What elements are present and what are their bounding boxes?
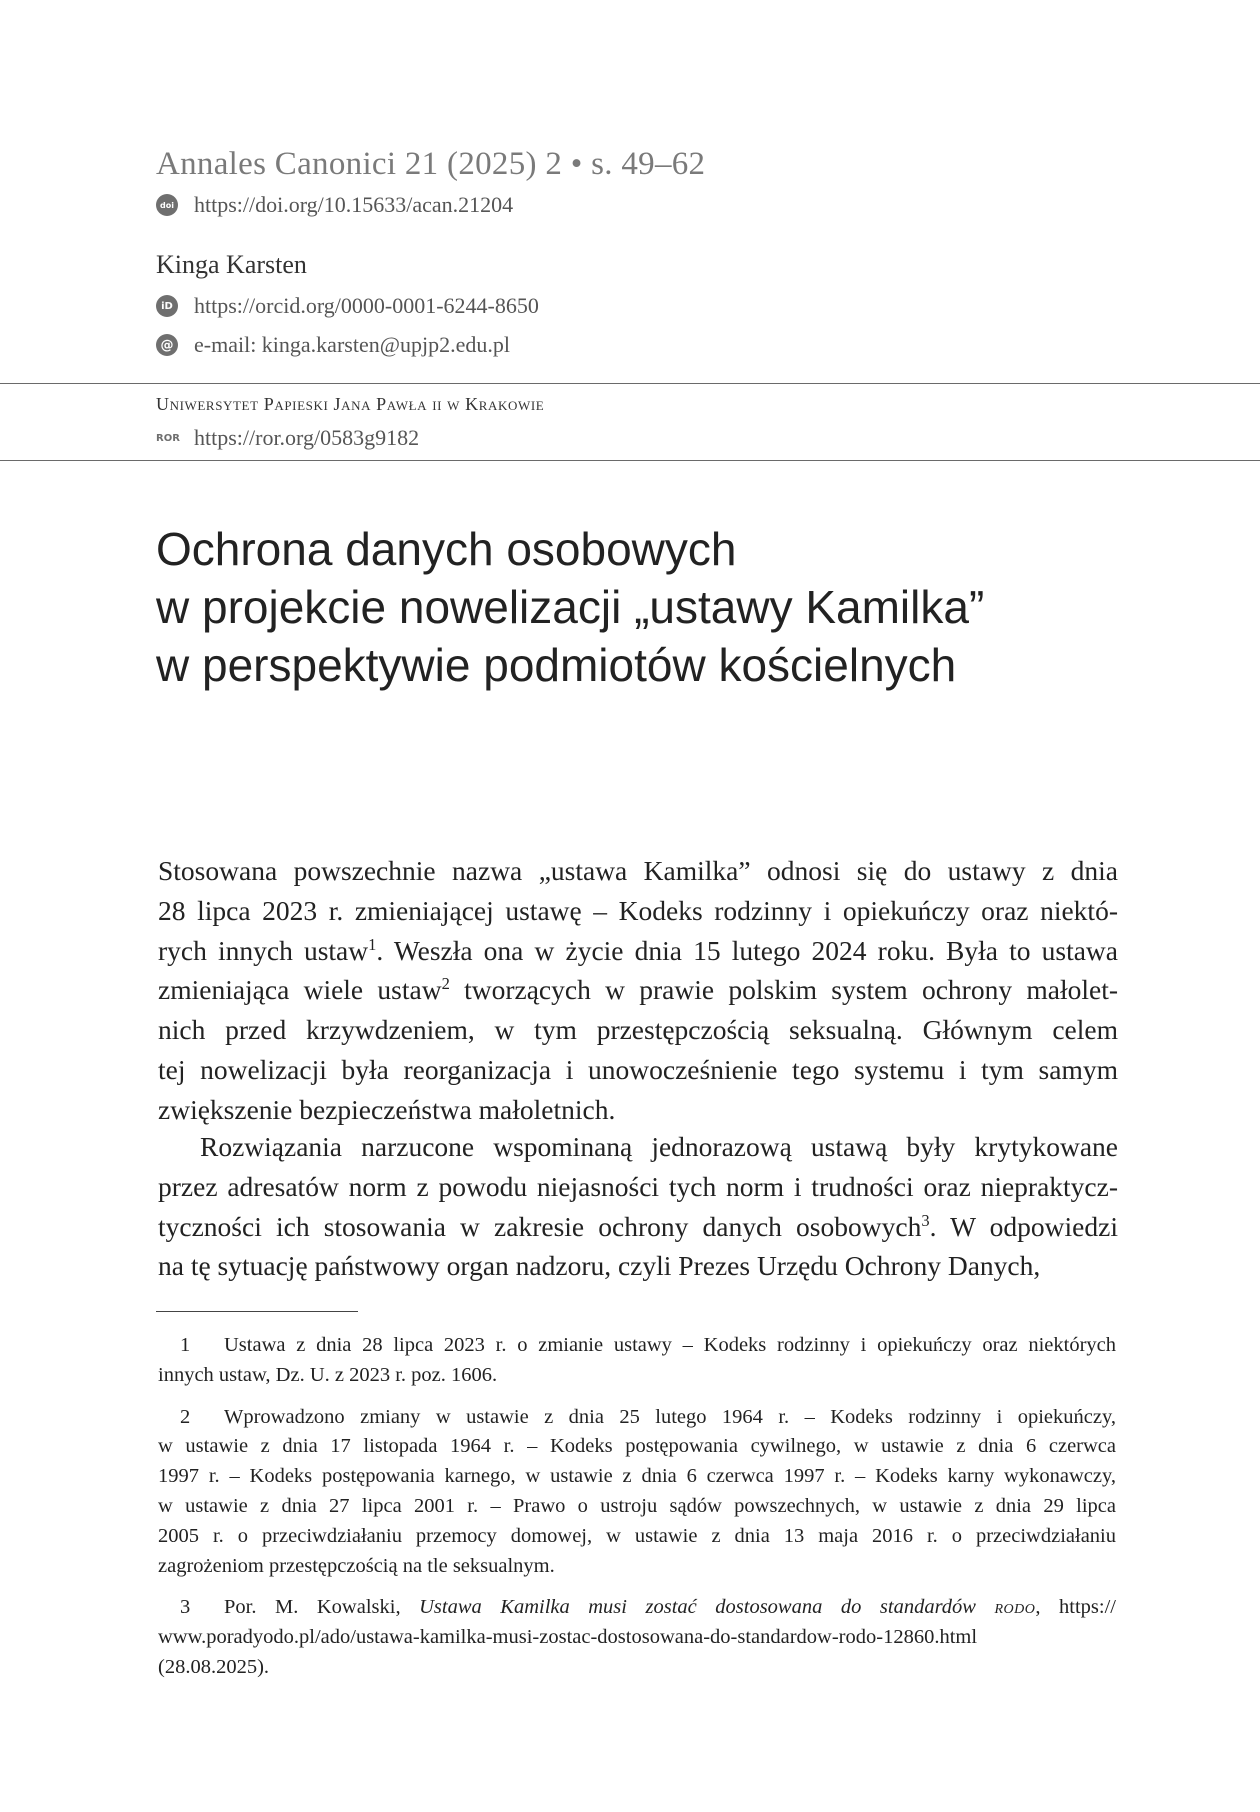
footnote-1 — [158, 1331, 1116, 1391]
header-divider-bottom — [0, 460, 1260, 461]
title-line: Ochrona danych osobowych — [156, 523, 737, 575]
footnote-line: zagrożeniom przestępczością na tle seksualnym. — [158, 1554, 555, 1577]
footnote-2 — [158, 1403, 1116, 1582]
footnotes — [158, 1331, 1116, 1683]
orcid-row — [156, 293, 539, 319]
footnote-line: innych ustaw, Dz. U. z 2023 r. poz. 1606. — [158, 1363, 498, 1386]
footnote-url[interactable]: www.poradyodo.pl/ado/ustawa-kamilka-musi-zostac-dostosowana-do-standardow-rodo-12860.html — [158, 1626, 978, 1649]
orcid-icon: iD — [156, 295, 178, 317]
body-line: zmieniająca wiele ustaw$^2$ tworzących w prawie polskim system ochrony małolet- — [158, 974, 1118, 1006]
email-row — [156, 332, 510, 358]
footnote-number: 2 — [180, 1405, 191, 1428]
body-line: zwiększenie bezpieczeństwa małoletnich. — [158, 1093, 616, 1125]
footnote-ref[interactable]: 3 — [921, 1210, 930, 1230]
footnote-rule — [156, 1311, 358, 1312]
footnote-line: 3 Por. M. Kowalski, Ustawa Kamilka musi zostać dostosowana do standardów rodo, https:// — [158, 1593, 1116, 1623]
footnote-3 — [158, 1593, 1116, 1682]
body-line: nich przed krzywdzeniem, w tym przestępczością seksualną. Głównym celem — [158, 1014, 1118, 1046]
body-line: na tę sytuację państwowy organ nadzoru, czyli Prezes Urzędu Ochrony Danych, — [158, 1250, 1041, 1282]
author-name: Kinga Karsten — [156, 250, 307, 279]
footnote-ref[interactable]: 2 — [441, 974, 450, 994]
body-line: Stosowana powszechnie nazwa „ustawa Kamilka” odnosi się do ustawy z dnia — [158, 855, 1118, 886]
footnote-line: 1 Ustawa z dnia 28 lipca 2023 r. o zmianie ustawy – Kodeks rodzinny i opiekuńczy oraz niektórych — [158, 1331, 1116, 1361]
journal-citation: Annales Canonici 21 (2025) 2 • s. 49–62 — [156, 146, 706, 182]
affiliation: Uniwersytet Papieski Jana Pawła ii w Krakowie — [156, 394, 545, 414]
orcid-link[interactable]: https://orcid.org/0000-0001-6244-8650 — [194, 293, 539, 318]
ror-icon: ROR — [156, 432, 180, 444]
footnote-line: 2 Wprowadzono zmiany w ustawie z dnia 25 lutego 1964 r. – Kodeks rodzinny i opiekuńczy, — [158, 1403, 1116, 1433]
doi-link[interactable]: https://doi.org/10.15633/acan.21204 — [194, 192, 514, 217]
footnote-line: 2005 r. o przeciwdziałaniu przemocy domowej, w ustawie z dnia 13 maja 2016 r. o przeciwdziałaniu — [158, 1524, 1116, 1547]
doi-icon: doi — [156, 194, 178, 216]
footnote-line: w ustawie z dnia 17 listopada 1964 r. – Kodeks postępowania cywilnego, w ustawie z dnia 6 czerwca — [158, 1435, 1116, 1458]
cited-title: Ustawa Kamilka musi zostać dostosowana do standardów — [419, 1596, 995, 1619]
body-paragraph-2 — [158, 1127, 1118, 1286]
footnote-line: 1997 r. – Kodeks postępowania karnego, w ustawie z dnia 6 czerwca 1997 r. – Kodeks karny wykonawczy, — [158, 1465, 1116, 1488]
doi-row — [156, 192, 513, 218]
title-line: w projekcie nowelizacji „ustawy Kamilka” — [156, 581, 985, 633]
body-line: 28 lipca 2023 r. zmieniającej ustawę – Kodeks rodzinny i opiekuńczy oraz niektó- — [158, 894, 1118, 926]
email-icon: @ — [156, 334, 178, 356]
footnote-number: 1 — [180, 1334, 191, 1356]
body-line: rych innych ustaw$^1$. Weszła ona w życie dnia 15 lutego 2024 roku. Była to ustawa — [158, 934, 1118, 966]
email-link[interactable]: e-mail: kinga.karsten@upjp2.edu.pl — [194, 332, 510, 357]
title-line: w perspektywie podmiotów kościelnych — [156, 639, 957, 691]
header-divider-top — [0, 383, 1260, 384]
ror-row — [156, 425, 419, 451]
body-line: tej nowelizacji była reorganizacja i unowocześnienie tego systemu i tym samym — [158, 1053, 1118, 1085]
footnote-line: (28.08.2025). — [158, 1655, 270, 1678]
footnote-line: w ustawie z dnia 27 lipca 2001 r. – Prawo o ustroju sądów powszechnych, w ustawie z dnia 29 lipca — [158, 1494, 1116, 1517]
article-title — [156, 520, 1116, 694]
body-line: Rozwiązania narzucone wspominaną jednorazową ustawą były krytykowane — [200, 1131, 1118, 1162]
body-paragraph-1 — [158, 851, 1118, 1130]
body-line: przez adresatów norm z powodu niejasności tych norm i trudności oraz niepraktycz- — [158, 1170, 1118, 1202]
ror-link[interactable]: https://ror.org/0583g9182 — [194, 425, 420, 450]
body-line: tyczności ich stosowania w zakresie ochrony danych osobowych$^3$. W odpowiedzi — [158, 1210, 1118, 1242]
footnote-number: 3 — [180, 1596, 191, 1619]
footnote-ref[interactable]: 1 — [368, 934, 377, 954]
